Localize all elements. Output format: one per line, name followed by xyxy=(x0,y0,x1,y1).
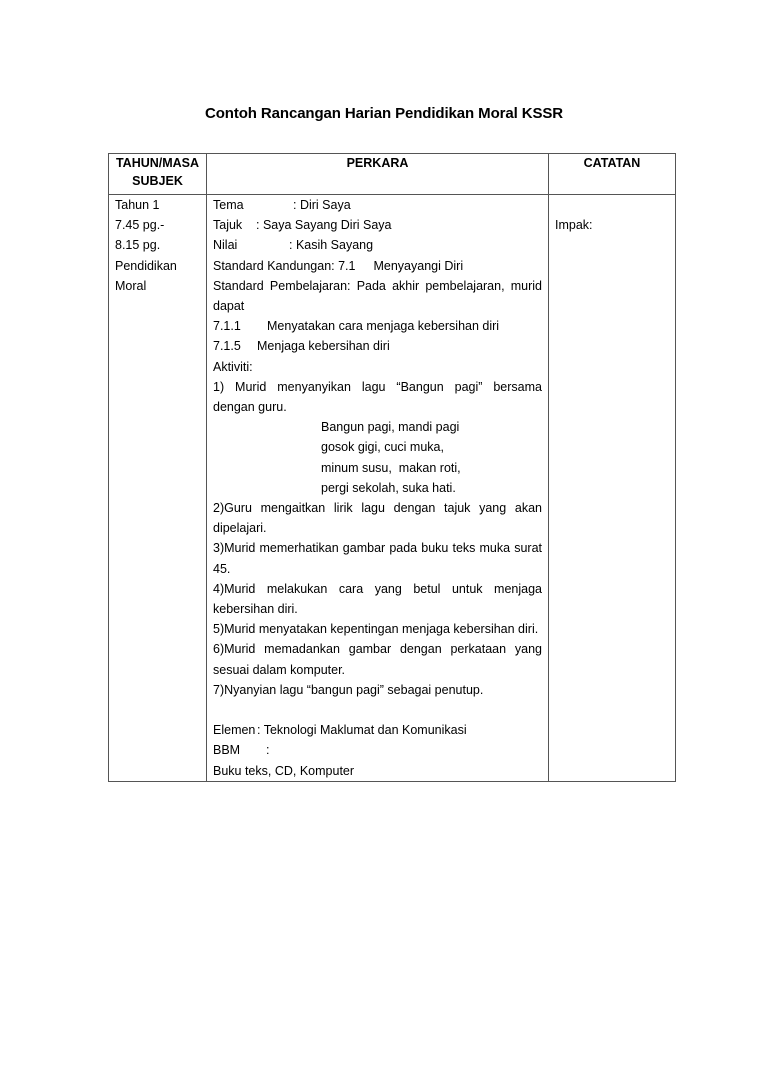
activity-7: 7)Nyanyian lagu “bangun pagi” sebagai penutup. xyxy=(213,682,484,697)
masa-end-text: 8.15 pg. xyxy=(115,238,161,253)
blank-line xyxy=(213,700,542,720)
header-catatan: CATATAN xyxy=(549,154,676,195)
bbm-value: : xyxy=(266,743,270,758)
document-title: Contoh Rancangan Harian Pendidikan Moral KSSR xyxy=(204,105,564,122)
tajuk-line xyxy=(213,215,542,235)
activity-1: 1) Murid menyanyikan lagu “Bangun pagi” bersama dengan guru. xyxy=(213,379,542,415)
tema-line xyxy=(213,195,542,215)
activity-6: 6)Murid memadankan gambar dengan perkataan yang sesuai dalam komputer. xyxy=(213,642,542,677)
sp-item-2-number: 7.1.5 xyxy=(213,339,241,354)
elemen-label: Elemen xyxy=(213,723,256,738)
nilai-line xyxy=(213,235,542,255)
standard-kandungan-line xyxy=(213,256,542,276)
activity-3: 3)Murid memerhatikan gambar pada buku teks muka surat 45. xyxy=(213,541,542,576)
tema-value: : Diri Saya xyxy=(293,198,351,212)
header-tahun-masa-subjek: TAHUN/MASA SUBJEK xyxy=(109,154,207,195)
sk-label: Standard Kandungan: 7.1 xyxy=(213,258,356,273)
cell-catatan xyxy=(549,195,676,782)
empty-line xyxy=(555,195,669,215)
masa-start-text: 7.45 pg.- xyxy=(115,218,165,233)
activity-5: 5)Murid menyatakan kepentingan menjaga kebersihan diri. xyxy=(213,622,539,637)
sp-item-2-text: Menjaga kebersihan diri xyxy=(257,339,390,354)
elemen-value: : Teknologi Maklumat dan Komunikasi xyxy=(257,723,467,738)
elemen-line xyxy=(213,720,542,740)
activity-2: 2)Guru mengaitkan lirik lagu dengan tajuk yang akan dipelajari. xyxy=(213,501,542,536)
subjek-text-2: Moral xyxy=(115,278,147,293)
bbm-label: BBM xyxy=(213,743,241,758)
activity-4: 4)Murid melakukan cara yang betul untuk menjaga kebersihan diri. xyxy=(213,581,542,617)
subjek-text-1: Pendidikan xyxy=(115,258,177,273)
sp-item-1-number: 7.1.1 xyxy=(213,319,241,334)
tahun-text: Tahun 1 xyxy=(115,198,160,212)
header-perkara: PERKARA xyxy=(207,154,549,195)
song-line-3: minum susu, makan roti, xyxy=(321,460,461,475)
sp-item-1-text: Menyatakan cara menjaga kebersihan diri xyxy=(267,319,500,334)
sp-item-1 xyxy=(213,316,542,336)
song-line-4: pergi sekolah, suka hati. xyxy=(321,480,456,495)
song-line-1: Bangun pagi, mandi pagi xyxy=(321,420,460,435)
table-header-row xyxy=(109,154,676,195)
lesson-plan-table xyxy=(108,153,676,782)
tajuk-value: : Saya Sayang Diri Saya xyxy=(256,218,392,233)
sk-value: Menyayangi Diri xyxy=(373,258,464,273)
aktiviti-heading: Aktiviti: xyxy=(213,359,253,374)
cell-perkara xyxy=(207,195,549,782)
nilai-label: Nilai xyxy=(213,238,238,253)
cell-tahun-masa xyxy=(109,195,207,782)
bbm-line xyxy=(213,740,542,760)
tajuk-label: Tajuk xyxy=(213,218,243,233)
song-line-2: gosok gigi, cuci muka, xyxy=(321,440,444,455)
impak-text: Impak: xyxy=(555,218,593,233)
nilai-value: : Kasih Sayang xyxy=(289,238,374,253)
bbm-items: Buku teks, CD, Komputer xyxy=(213,763,355,778)
table-body-row xyxy=(109,195,676,782)
tema-label: Tema xyxy=(213,198,244,212)
sp-item-2 xyxy=(213,336,542,356)
standard-pembelajaran-text: Standard Pembelajaran: Pada akhir pembelajaran, murid dapat xyxy=(213,278,542,314)
